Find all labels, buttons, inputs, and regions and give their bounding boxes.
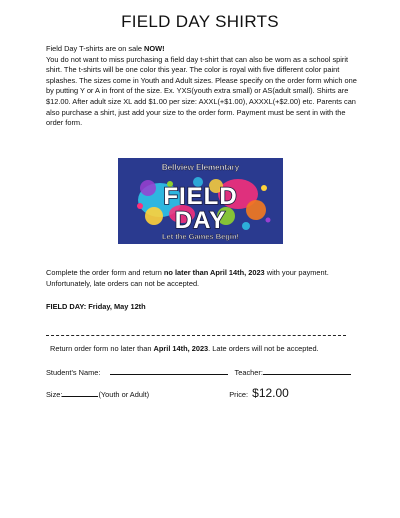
return-deadline: April 14th, 2023 <box>153 344 209 353</box>
return-suffix: . Late orders will not be accepted. <box>208 344 319 353</box>
size-hint: (Youth or Adult) <box>98 390 150 399</box>
student-name-field[interactable] <box>110 366 228 375</box>
complete-deadline: no later than April 14th, 2023 <box>163 268 265 277</box>
banner-day-text: DAY <box>174 207 227 234</box>
intro-paragraph <box>46 44 358 129</box>
complete-prefix: Complete the order form and return <box>46 268 164 277</box>
intro-now: NOW! <box>144 44 165 53</box>
price-label: Price: <box>229 390 249 399</box>
size-label: Size: <box>46 390 63 399</box>
student-name-label: Student's Name: <box>46 368 101 377</box>
name-teacher-row <box>46 366 366 379</box>
size-field[interactable] <box>62 388 98 397</box>
complete-suffix: with your payment. Unfortunately, late orders can not be accepted. <box>46 268 329 288</box>
intro-line1: Field Day T-shirts are on sale <box>46 44 145 53</box>
size-price-row <box>46 388 366 401</box>
page-title: FIELD DAY SHIRTS <box>121 12 279 31</box>
teacher-field[interactable] <box>263 366 351 375</box>
teacher-label: Teacher: <box>234 368 263 377</box>
banner-top-text: Bellview Elementary <box>161 163 240 172</box>
field-day-date <box>46 302 366 313</box>
banner-field-text: FIELD <box>163 183 238 210</box>
return-prefix: Return order form no later than <box>50 344 154 353</box>
cut-line <box>46 335 346 340</box>
intro-body: You do not want to miss purchasing a field day t-shirt that can also be worn as a school spirit shirt. The t-shirts will be one color this year. The color is royal with five different color paint splashes. The sizes come in Youth and Adult sizes. Please specify on the order form which one by putting Y or A in front of the size. Ex. YXS(youth extra small) or AS(adult small). Shirts are $12.00. After adult size XL add $1.00 per size: AXXL(+$1.00), AXXXL(+$2.00) etc. Parents can also purchase a shirt, just add your size to the order form. Payment must be sent in with the order form. <box>46 54 357 128</box>
banner-bottom-text: Let the Games Begin! <box>161 232 240 241</box>
return-line <box>50 344 370 355</box>
complete-order-paragraph <box>46 268 366 289</box>
field-day-date-text: FIELD DAY: Friday, May 12th <box>46 302 146 311</box>
field-day-banner <box>118 158 283 244</box>
price-value: $12.00 <box>252 386 289 400</box>
